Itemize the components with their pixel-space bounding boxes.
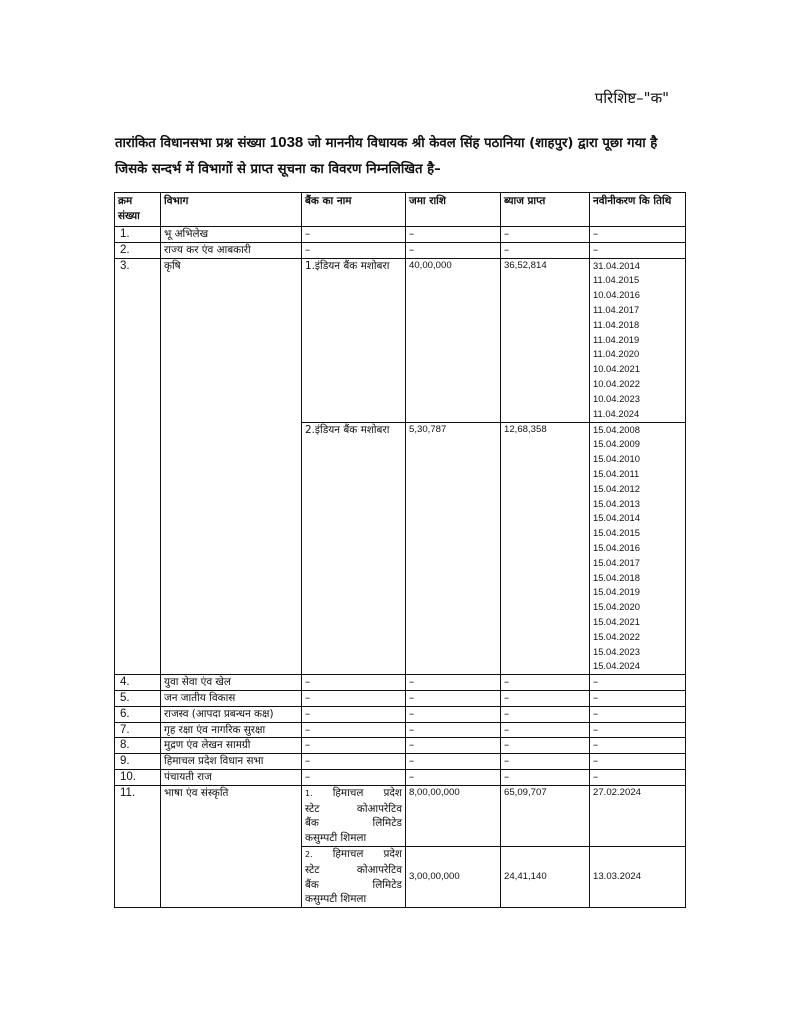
- bank-name-line: स्टेट कोआपरेटिव: [305, 802, 402, 815]
- renewal-date: 11.04.2018: [593, 318, 640, 330]
- row-deposit: –: [406, 227, 501, 243]
- bank-name: 1.इंडियन बैंक मशोबरा: [302, 258, 406, 422]
- table-row: [115, 690, 686, 706]
- row-interest: –: [501, 754, 590, 770]
- details-table: [114, 192, 686, 908]
- header-bank: बैंक का नाम: [302, 193, 406, 227]
- row-sn: 4.: [115, 675, 161, 691]
- bank-name-line: हिमाचल प्रदेश: [332, 847, 402, 860]
- header-deposit: जमा राशि: [406, 193, 501, 227]
- row-sn: 1.: [115, 227, 161, 243]
- row-deposit: –: [406, 706, 501, 722]
- row-sn: 10.: [115, 769, 161, 785]
- table-row: [115, 706, 686, 722]
- renewal-date: 10.04.2016: [593, 289, 640, 301]
- row-sn: 8.: [115, 738, 161, 754]
- deposit-amount: 40,00,000: [406, 258, 501, 422]
- row-deposit: –: [406, 242, 501, 258]
- table-row: [115, 242, 686, 258]
- row-bank: –: [302, 690, 406, 706]
- bank-name-line: बैंक लिमिटेड: [305, 878, 402, 891]
- header-interest: ब्याज प्राप्त: [501, 193, 590, 227]
- row-renewal: –: [590, 690, 686, 706]
- row-renewal: –: [590, 706, 686, 722]
- row-dept: युवा सेवा एंव खेल: [161, 675, 302, 691]
- renewal-date: 15.04.2017: [593, 556, 640, 568]
- renewal-date: 10.04.2022: [593, 377, 640, 389]
- interest-amount: 36,52,814: [501, 258, 590, 422]
- row-renewal: –: [590, 754, 686, 770]
- renewal-date: 31.04.2014: [593, 259, 640, 271]
- intro-part-1: तारांकित विधानसभा प्रश्न संख्या: [115, 136, 270, 151]
- table-row: [115, 722, 686, 738]
- table-row: [115, 675, 686, 691]
- row-sn: 6.: [115, 706, 161, 722]
- bank-name-line: बैंक लिमिटेड: [305, 817, 402, 830]
- deposit-amount: 8,00,00,000: [406, 785, 501, 846]
- row-bank: –: [302, 769, 406, 785]
- renewal-date: 13.03.2024: [590, 846, 686, 907]
- table-header-row: [115, 193, 686, 227]
- row-bank: –: [302, 706, 406, 722]
- table-row-agriculture-1: [115, 258, 686, 422]
- row-dept: भाषा एंव संस्कृति: [161, 785, 302, 907]
- row-renewal: –: [590, 242, 686, 258]
- row-bank: –: [302, 738, 406, 754]
- row-dept: राजस्व (आपदा प्रबन्धन कक्ष): [161, 706, 302, 722]
- bank-number: 2.: [305, 849, 313, 859]
- row-interest: –: [501, 738, 590, 754]
- row-sn: 3.: [115, 258, 161, 675]
- row-interest: –: [501, 675, 590, 691]
- row-interest: –: [501, 722, 590, 738]
- intro-paragraph: [115, 130, 685, 183]
- renewal-date: 15.04.2015: [593, 527, 640, 539]
- row-sn: 2.: [115, 242, 161, 258]
- deposit-amount: 3,00,00,000: [406, 846, 501, 907]
- row-deposit: –: [406, 738, 501, 754]
- renewal-date: 27.02.2024: [590, 785, 686, 846]
- row-renewal: –: [590, 227, 686, 243]
- row-bank: –: [302, 242, 406, 258]
- bank-name: [302, 785, 406, 846]
- renewal-date: 15.04.2011: [593, 467, 640, 479]
- row-renewal: –: [590, 722, 686, 738]
- renewal-date: 15.04.2008: [593, 423, 640, 435]
- renewal-date: 15.04.2013: [593, 497, 640, 509]
- annex-label: परिशिष्ट–"क": [594, 89, 669, 107]
- renewal-date: 11.04.2019: [593, 333, 640, 345]
- bank-name-line: कसुम्पटी शिमला: [305, 893, 367, 906]
- renewal-dates: [590, 258, 686, 422]
- row-renewal: –: [590, 769, 686, 785]
- row-deposit: –: [406, 722, 501, 738]
- renewal-date: 15.04.2022: [593, 630, 640, 642]
- bank-number: 1.: [305, 788, 313, 798]
- renewal-date: 15.04.2012: [593, 482, 640, 494]
- table-row-culture-1: [115, 785, 686, 846]
- renewal-date: 15.04.2019: [593, 586, 640, 598]
- row-sn: 7.: [115, 722, 161, 738]
- header-renewal: नवीनीकरण कि तिथि: [590, 193, 686, 227]
- row-sn: 11.: [115, 785, 161, 907]
- row-interest: –: [501, 690, 590, 706]
- row-dept: कृषि: [161, 258, 302, 675]
- row-dept: जन जातीय विकास: [161, 690, 302, 706]
- renewal-dates: [590, 422, 686, 675]
- renewal-date: 11.04.2017: [593, 303, 640, 315]
- header-dept: विभाग: [161, 193, 302, 227]
- table-row: [115, 754, 686, 770]
- row-dept: गृह रक्षा एंव नागरिक सुरक्षा: [161, 722, 302, 738]
- renewal-date: 11.04.2020: [593, 348, 640, 360]
- table-row: [115, 769, 686, 785]
- bank-name-line: हिमाचल प्रदेश: [332, 786, 402, 799]
- renewal-date: 10.04.2023: [593, 392, 640, 404]
- header-sn: क्रम संख्या: [115, 193, 161, 227]
- row-sn: 5.: [115, 690, 161, 706]
- row-deposit: –: [406, 690, 501, 706]
- renewal-date: 11.04.2024: [593, 407, 640, 419]
- bank-name: 2.इंडियन बैंक मशोबरा: [302, 422, 406, 675]
- row-dept: मुद्रण एंव लेखन सामग्री: [161, 738, 302, 754]
- bank-name-line: कसुम्पटी शिमला: [305, 832, 367, 845]
- row-interest: –: [501, 227, 590, 243]
- renewal-date: 15.04.2010: [593, 453, 640, 465]
- interest-amount: 65,09,707: [501, 785, 590, 846]
- interest-amount: 24,41,140: [501, 846, 590, 907]
- row-dept: राज्य कर एंव आबकारी: [161, 242, 302, 258]
- row-interest: –: [501, 242, 590, 258]
- table-row: [115, 738, 686, 754]
- table-row: [115, 227, 686, 243]
- renewal-date: 15.04.2020: [593, 601, 640, 613]
- row-interest: –: [501, 769, 590, 785]
- renewal-date: 15.04.2009: [593, 438, 640, 450]
- row-bank: –: [302, 675, 406, 691]
- row-renewal: –: [590, 738, 686, 754]
- renewal-date: 15.04.2021: [593, 615, 640, 627]
- deposit-amount: 5,30,787: [406, 422, 501, 675]
- renewal-date: 15.04.2023: [593, 645, 640, 657]
- row-interest: –: [501, 706, 590, 722]
- bank-name-line: स्टेट कोआपरेटिव: [305, 863, 402, 876]
- renewal-date: 15.04.2016: [593, 541, 640, 553]
- interest-amount: 12,68,358: [501, 422, 590, 675]
- renewal-date: 15.04.2014: [593, 512, 640, 524]
- question-number: 1038: [269, 134, 304, 151]
- row-sn: 9.: [115, 754, 161, 770]
- row-bank: –: [302, 754, 406, 770]
- renewal-date: 11.04.2015: [593, 274, 640, 286]
- row-renewal: –: [590, 675, 686, 691]
- row-deposit: –: [406, 675, 501, 691]
- row-bank: –: [302, 722, 406, 738]
- row-deposit: –: [406, 754, 501, 770]
- row-bank: –: [302, 227, 406, 243]
- renewal-date: 10.04.2021: [593, 363, 640, 375]
- row-dept: हिमाचल प्रदेश विधान सभा: [161, 754, 302, 770]
- renewal-date: 15.04.2024: [593, 660, 640, 672]
- renewal-date: 15.04.2018: [593, 571, 640, 583]
- row-dept: भू अभिलेख: [161, 227, 302, 243]
- row-deposit: –: [406, 769, 501, 785]
- intro-part-2: जो माननीय विधायक श्री केवल सिंह पठानिया (शाहपुर) द्वारा पूछा गया है जिसके सन्दर्भ में विभागों से प्राप्त सूचना का विवरण निम्नलिखित है–: [115, 136, 658, 177]
- row-dept: पंचायती राज: [161, 769, 302, 785]
- bank-name: [302, 846, 406, 907]
